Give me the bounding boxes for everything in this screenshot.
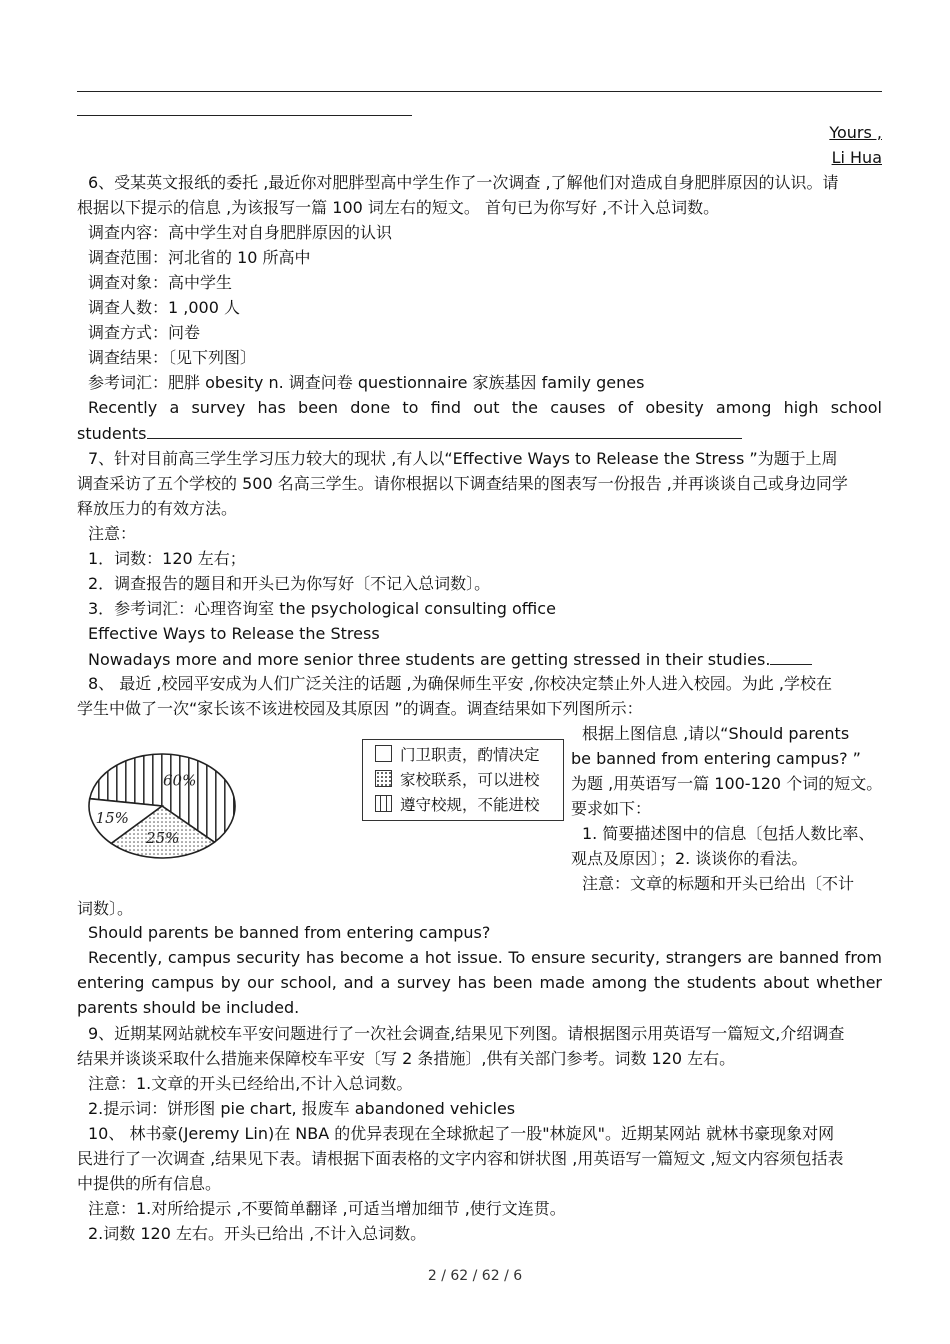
q6-intro-2: 根据以下提示的信息 ,为该报写一篇 100 词左右的短文。 首句已为你写好 ,不计入总词数。 [77,198,720,217]
q6-start-1: Recently a survey has been done to find out the causes of obesity among high school [88,398,882,417]
q8-title: Should parents be banned from entering campus? [88,923,491,942]
q8-start-text: Recently, campus security has become a hot issue. To ensure security, strangers are banned from entering campus by our school, and a survey has been made among the students about whether parents should be included. [77,948,882,1017]
pie-chart [80,752,245,862]
q8-start [77,945,882,1020]
q7-intro-2: 调查采访了五个学校的 500 名高三学生。请你根据以下调查结果的图表写一份报告 ,并再谈谈自己或身边同学 [77,474,848,493]
pie-label: 60% [162,771,197,790]
q7-note: 3．参考词汇：心理咨询室 the psychological consulting office [88,599,556,618]
legend-label: 家校联系，可以进校 [400,771,540,789]
page-number: 2 / 62 / 62 / 6 [427,1268,523,1284]
chart-legend [362,739,564,821]
q10-intro-2: 民进行了一次调查 ,结果见下表。请根据下面表格的文字内容和饼状图 ,用英语写一篇短文 ,短文内容须包括表 [77,1149,844,1168]
q8-right-line: 注意：文章的标题和开头已给出〔不计 [582,874,855,893]
q8-right-line: 观点及原因〕；2. 谈谈你的看法。 [571,849,808,868]
legend-item [375,793,540,817]
q6-item: 调查范围：河北省的 10 所高中 [88,248,311,267]
q9-note: 2.提示词：饼形图 pie chart, 报废车 abandoned vehicles [88,1099,516,1118]
q7-note: 1．词数：120 左右； [88,549,246,568]
q8-right-line: be banned from entering campus? ” [571,749,861,768]
answer-line [77,91,882,92]
q9-note: 注意：1.文章的开头已经给出,不计入总词数。 [88,1074,413,1093]
pie-label: 15% [95,809,129,828]
q10-note: 2.词数 120 左右。开头已给出 ,不计入总词数。 [88,1224,427,1243]
q10-intro-3: 中提供的所有信息。 [77,1174,222,1193]
q6-start-2 [77,420,882,446]
q10-note: 注意：1.对所给提示 ,不要简单翻译 ,可适当增加细节 ,使行文连贯。 [88,1199,566,1218]
q8-right-line: 根据上图信息 ,请以“Should parents [582,724,850,743]
q6-item: 调查人数：1 ,000 人 [88,298,240,317]
q8-right-line: 为题 ,用英语写一篇 100-120 个词的短文。 [571,774,883,793]
q6-intro-1: 6、受某英文报纸的委托 ,最近你对肥胖型高中学生作了一次调查 ,了解他们对造成自身肥胖原因的认识。请 [88,173,839,192]
pie-label: 25% [146,829,180,848]
q7-note: 2．调查报告的题目和开头已为你写好〔不记入总词数〕。 [88,574,491,593]
legend-swatch-dotted [375,770,392,787]
legend-swatch-plain [375,745,392,762]
q8-right-line: 1. 简要描述图中的信息〔包括人数比率、 [582,824,875,843]
answer-line [77,115,412,116]
q8-right-line: 要求如下： [571,799,652,818]
q8-intro-2: 学生中做了一次“家长该不该进校园及其原因 ”的调查。调查结果如下列图所示： [77,699,643,718]
q7-start-text: Nowadays more and more senior three students are getting stressed in their studies. [88,650,771,669]
legend-item [375,743,540,767]
q6-item: 调查方式：问卷 [88,323,201,342]
q7-intro-1: 7、针对目前高三学生学习压力较大的现状 ,有人以“Effective Ways to Release the Stress ”为题于上周 [88,449,838,468]
q7-note-label: 注意： [88,524,137,543]
answer-blank [147,420,742,439]
answer-blank [770,646,812,665]
legend-swatch-striped [375,795,392,812]
legend-item [375,768,540,792]
legend-label: 门卫职责，酌情决定 [400,746,540,764]
q6-start-word: students [77,424,147,443]
q9-intro-2: 结果并谈谈采取什么措施来保障校车平安〔写 2 条措施〕,供有关部门参考。词数 120 左右。 [77,1049,736,1068]
q8-tail: 词数〕。 [77,899,134,918]
q8-intro-1: 8、 最近 ,校园平安成为人们广泛关注的话题 ,为确保师生平安 ,你校决定禁止外人进入校园。为此 ,学校在 [88,674,832,693]
q10-intro-1: 10、 林书豪(Jeremy Lin)在 NBA 的优异表现在全球掀起了一股"林旋风"。近期某网站 就林书豪现象对网 [88,1124,835,1143]
q6-item: 调查结果：〔见下列图〕 [88,348,257,367]
closing: Yours , [829,123,882,142]
q6-item: 调查内容：高中学生对自身肥胖原因的认识 [88,223,393,242]
q6-item: 调查对象：高中学生 [88,273,233,292]
signer-name: Li Hua [831,148,882,167]
q7-title: Effective Ways to Release the Stress [88,624,380,643]
q9-intro-1: 9、近期某网站就校车平安问题进行了一次社会调查,结果见下列图。请根据图示用英语写一篇短文,介绍调查 [88,1024,845,1043]
q6-item: 参考词汇：肥胖 obesity n. 调查问卷 questionnaire 家族基因 family genes [88,373,645,392]
legend-label: 遵守校规，不能进校 [400,796,540,814]
q7-start [88,646,882,672]
q7-intro-3: 释放压力的有效方法。 [77,499,238,518]
